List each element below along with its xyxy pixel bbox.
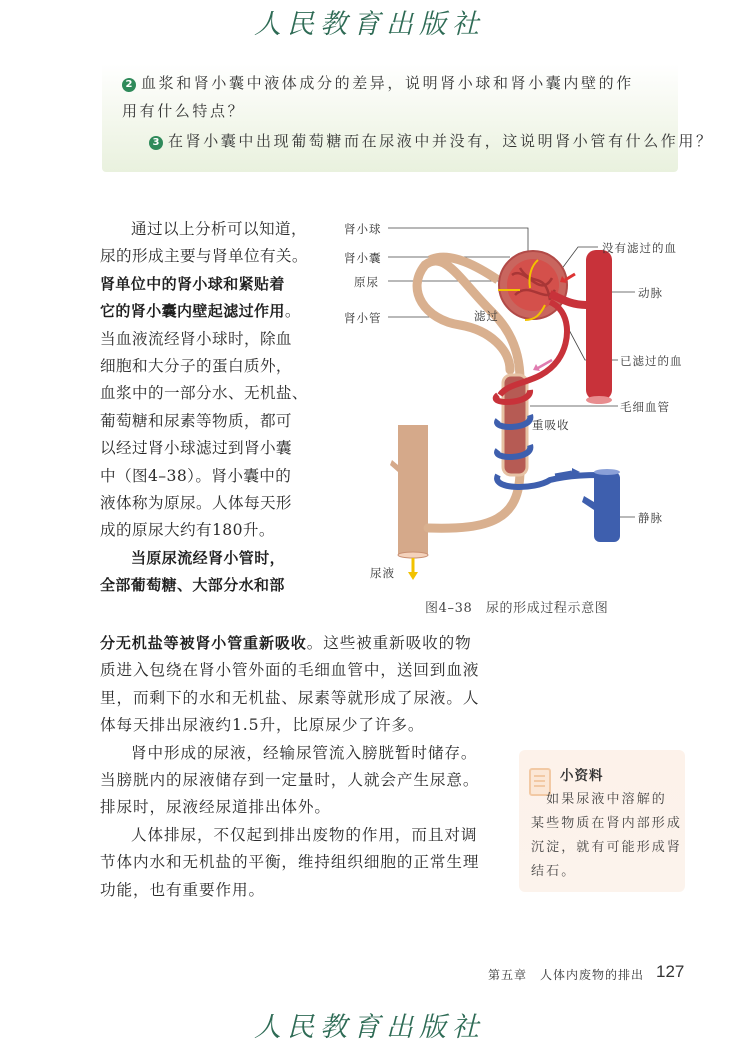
text-line: 人体排尿，不仅起到排出废物的作用，而且对调 [131,825,478,844]
label-renal-tubule: 肾小管 [344,311,382,325]
question-2-line-1 [122,72,634,93]
text-line: 当血液流经肾小球时，除血 [100,329,292,348]
nephron-diagram [340,210,690,610]
info-note-card [519,750,685,892]
text-line: 葡萄糖和尿素等物质，都可 [100,411,292,430]
text-line: 尿的形成主要与肾单位有关。 [100,247,308,266]
question-text: 在肾小囊中出现葡萄糖而在尿液中并没有，这说明肾小管有什么作用？ [168,132,714,150]
text-line: 节体内水和无机盐的平衡，维持组织细胞的正常生理 [100,853,480,872]
text-line: 通过以上分析可以知道， [131,220,307,238]
question-number-badge: 3 [149,136,163,150]
text-line: 液体称为原尿。人体每天形 [100,494,292,513]
card-line: 如果尿液中溶解的 [531,792,667,807]
card-line: 某些物质在肾内部形成 [531,816,683,831]
bold-text-line: 全部葡萄糖、大部分水和部 [100,576,285,595]
label-artery: 动脉 [638,286,663,300]
question-2-line-2: 用有什么特点？ [122,102,246,120]
card-line: 沉淀，就有可能形成肾 [531,840,683,855]
label-capillary: 毛细血管 [620,400,670,414]
text-line: 中（图4–38）。肾小囊中的 [100,466,292,485]
text-line: 里，而剩下的水和无机盐、尿素等就形成了尿液。人 [100,688,480,707]
text-line: 成的原尿大约有180升。 [100,521,275,540]
card-body [531,788,683,884]
text-line: 。这些被重新吸收的物 [306,634,472,652]
text-line: 血浆中的一部分水、无机盐、 [100,384,308,403]
label-urine: 尿液 [370,566,395,580]
question-text: 血浆和肾小囊中液体成分的差异，说明肾小球和肾小囊内壁的作 [141,74,634,92]
discussion-questions-box [102,64,714,172]
text-line: 以经过肾小球滤过到肾小囊 [100,439,292,458]
publisher-logo-top: 人民教育出版社 [254,9,485,40]
card-line: 结石。 [531,864,577,879]
label-filtration: 滤过 [474,309,499,323]
text-line: 细胞和大分子的蛋白质外， [100,357,292,376]
card-title: 小资料 [560,768,604,784]
question-3 [149,130,714,151]
bold-text-line: 分无机盐等被肾小管重新吸收 [100,634,307,652]
body-text-wide-column [100,630,502,904]
bold-text-line: 当原尿流经肾小管时， [131,548,286,567]
text-line: 质进入包绕在肾小管外面的毛细血管中，送回到血液 [100,661,480,680]
figure-caption: 图4–38 尿的形成过程示意图 [425,601,609,616]
text-line: 功能，也有重要作用。 [100,880,265,899]
label-glomerulus: 肾小球 [344,222,382,236]
text-line: 排尿时，尿液经尿道排出体外。 [100,798,331,817]
punctuation: 。 [284,302,301,321]
text-line: 体每天排出尿液约1.5升，比原尿少了许多。 [100,716,425,735]
body-text-narrow-column [100,216,332,600]
label-vein: 静脉 [638,511,663,525]
text-line: 当膀胱内的尿液储存到一定量时，人就会产生尿意。 [100,771,480,790]
question-number-badge: 2 [122,78,136,92]
chapter-footer: 第五章 人体内废物的排出 [488,968,645,982]
label-renal-capsule: 肾小囊 [344,251,382,265]
label-unfiltered-blood: 没有滤过的血 [602,241,677,255]
label-primary-urine: 原尿 [354,275,379,289]
label-filtered-blood: 已滤过的血 [620,354,683,368]
text-line: 肾中形成的尿液，经输尿管流入膀胱暂时储存。 [131,743,478,762]
bold-text-line: 它的肾小囊内壁起滤过作用 [100,302,285,321]
page-number: 127 [656,962,685,981]
label-reabsorption: 重吸收 [532,418,570,432]
bold-text-line: 肾单位中的肾小球和紧贴着 [100,274,285,293]
publisher-logo-bottom: 人民教育出版社 [254,1012,485,1043]
